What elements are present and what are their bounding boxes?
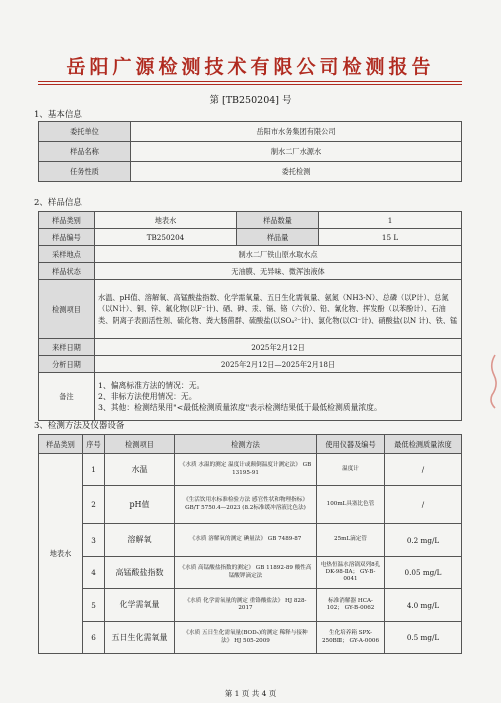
row-no: 5 — [83, 589, 105, 622]
title-rule-top — [38, 81, 462, 82]
items-label: 检测项目 — [39, 280, 95, 339]
table-row — [39, 557, 462, 589]
table-row — [39, 622, 462, 654]
sampling-point-value: 制水二厂铁山原水取水点 — [95, 246, 462, 263]
row-item: pH值 — [105, 486, 175, 524]
section3-heading: 3、检测方法及仪器设备 — [34, 421, 125, 431]
row-limit: 0.5 mg/L — [385, 622, 462, 654]
sample-no-value: TB250204 — [95, 229, 237, 246]
table-row — [39, 229, 462, 246]
remark-line: 1、偏离标准方法的情况：无。 — [98, 380, 205, 390]
sample-type-label: 样品类别 — [39, 212, 95, 229]
table-row — [39, 356, 462, 373]
table-row — [39, 246, 462, 263]
remarks-value — [95, 373, 462, 421]
analysis-date-value: 2025年2月12日—2025年2月18日 — [95, 356, 462, 373]
table-row — [39, 280, 462, 339]
row-no: 6 — [83, 622, 105, 654]
table-row — [39, 454, 462, 486]
table-row — [39, 162, 462, 182]
header-no: 序号 — [83, 435, 105, 454]
header-method: 检测方法 — [175, 435, 317, 454]
row-instrument: 温度计 — [317, 454, 385, 486]
header-instrument: 使用仪器及编号 — [317, 435, 385, 454]
section2-heading: 2、样品信息 — [34, 198, 82, 208]
row-method: 《水质 溶解氧的测定 碘量法》 GB 7489-87 — [175, 524, 317, 557]
row-limit: 0.2 mg/L — [385, 524, 462, 557]
row-instrument: 生化培养箱 SPX-250BⅢ； GY-A-0006 — [317, 622, 385, 654]
arrival-date-label: 来样日期 — [39, 339, 95, 356]
row-limit: 0.05 mg/L — [385, 557, 462, 589]
remark-line: 3、其他：检测结果用"<最低检测质量浓度"表示检测结果低于最低检测质量浓度。 — [98, 403, 382, 413]
state-label: 样品状态 — [39, 263, 95, 280]
sample-amount-value: 15 L — [319, 229, 462, 246]
row-item: 溶解氧 — [105, 524, 175, 557]
row-instrument: 25mL滴定管 — [317, 524, 385, 557]
row-method: 《水质 化学需氧量的测定 重铬酸盐法》 HJ 828-2017 — [175, 589, 317, 622]
remarks-label: 备注 — [39, 373, 95, 421]
sample-no-label: 样品编号 — [39, 229, 95, 246]
report-title: 岳阳广源检测技术有限公司检测报告 — [66, 56, 435, 78]
row-method: 《水质 水温的测定 温度计或颠倒温度计测定法》 GB 13195-91 — [175, 454, 317, 486]
sample-count-value: 1 — [319, 212, 462, 229]
row-no: 2 — [83, 486, 105, 524]
row-instrument: 标准消解器 HCA-102； GY-B-0062 — [317, 589, 385, 622]
category-cell: 地表水 — [39, 454, 83, 654]
table-header-row — [39, 435, 462, 454]
header-limit: 最低检测质量浓度 — [385, 435, 462, 454]
sample-amount-label: 样品量 — [237, 229, 319, 246]
row-instrument: 电热恒温水溶锅双列8孔 DK-98-ⅡA； GY-B-0041 — [317, 557, 385, 589]
section1-heading: 1、基本信息 — [34, 110, 82, 120]
row-limit: / — [385, 454, 462, 486]
basic-info-table — [38, 121, 462, 182]
row-limit: / — [385, 486, 462, 524]
row-no: 1 — [83, 454, 105, 486]
row-limit: 4.0 mg/L — [385, 589, 462, 622]
arrival-date-value: 2025年2月12日 — [95, 339, 462, 356]
table-row — [39, 486, 462, 524]
items-value: 水温、pH值、溶解氧、高锰酸盐指数、化学需氧量、五日生化需氧量、氨氮（NH3-N）、总磷（以P计）、总氮（以N计）、铜、锌、氟化物(以F⁻计)、硒、砷、汞、镉、铬（六价）、铅、氰化物、挥发酚（以苯酚计）、石油类、阴离子表面活性剂、硫化物、粪大肠菌群、硫酸盐(以SO₄²⁻计)、氯化物(以Cl⁻计)、硝酸盐(以N 计)、铁、锰 — [95, 280, 462, 339]
table-row — [39, 263, 462, 280]
report-number: 第 [TB250204] 号 — [209, 95, 292, 106]
table-row — [39, 373, 462, 421]
table-row — [39, 122, 462, 142]
state-value: 无油膜、无异味、微浑浊液体 — [95, 263, 462, 280]
client-label: 委托单位 — [39, 122, 131, 142]
table-row — [39, 212, 462, 229]
table-row — [39, 524, 462, 557]
row-no: 4 — [83, 557, 105, 589]
red-seal-edge-icon — [485, 350, 501, 410]
page-footer: 第 1 页 共 4 页 — [224, 689, 277, 698]
table-row — [39, 589, 462, 622]
sample-type-value: 地表水 — [95, 212, 237, 229]
row-method: 《水质 高锰酸盐指数的测定》 GB 11892-89 酸性高锰酸钾滴定法 — [175, 557, 317, 589]
row-method: 《生活饮用水标准检验方法 感官性状和物理指标》GB/T 5750.4—2023 (8.2标准缓冲溶液比色法) — [175, 486, 317, 524]
row-item: 水温 — [105, 454, 175, 486]
table-row — [39, 142, 462, 162]
sample-info-table — [38, 211, 462, 421]
row-item: 化学需氧量 — [105, 589, 175, 622]
row-item: 五日生化需氧量 — [105, 622, 175, 654]
task-type-label: 任务性质 — [39, 162, 131, 182]
header-item: 检测项目 — [105, 435, 175, 454]
row-no: 3 — [83, 524, 105, 557]
sampling-point-label: 采样地点 — [39, 246, 95, 263]
analysis-date-label: 分析日期 — [39, 356, 95, 373]
title-rule-bottom — [38, 84, 462, 85]
method-table — [38, 434, 462, 654]
remark-line: 2、非标方法使用情况：无。 — [98, 391, 197, 401]
row-method: 《水质 五日生化需氧量(BOD₅)的测定 稀释与接种法》 HJ 505-2009 — [175, 622, 317, 654]
task-type-value: 委托检测 — [131, 162, 462, 182]
row-instrument: 100mL具塞比色管 — [317, 486, 385, 524]
sample-count-label: 样品数量 — [237, 212, 319, 229]
client-value: 岳阳市水务集团有限公司 — [131, 122, 462, 142]
header-category: 样品类别 — [39, 435, 83, 454]
row-item: 高锰酸盐指数 — [105, 557, 175, 589]
sample-name-label: 样品名称 — [39, 142, 131, 162]
sample-name-value: 制水二厂水源水 — [131, 142, 462, 162]
table-row — [39, 339, 462, 356]
